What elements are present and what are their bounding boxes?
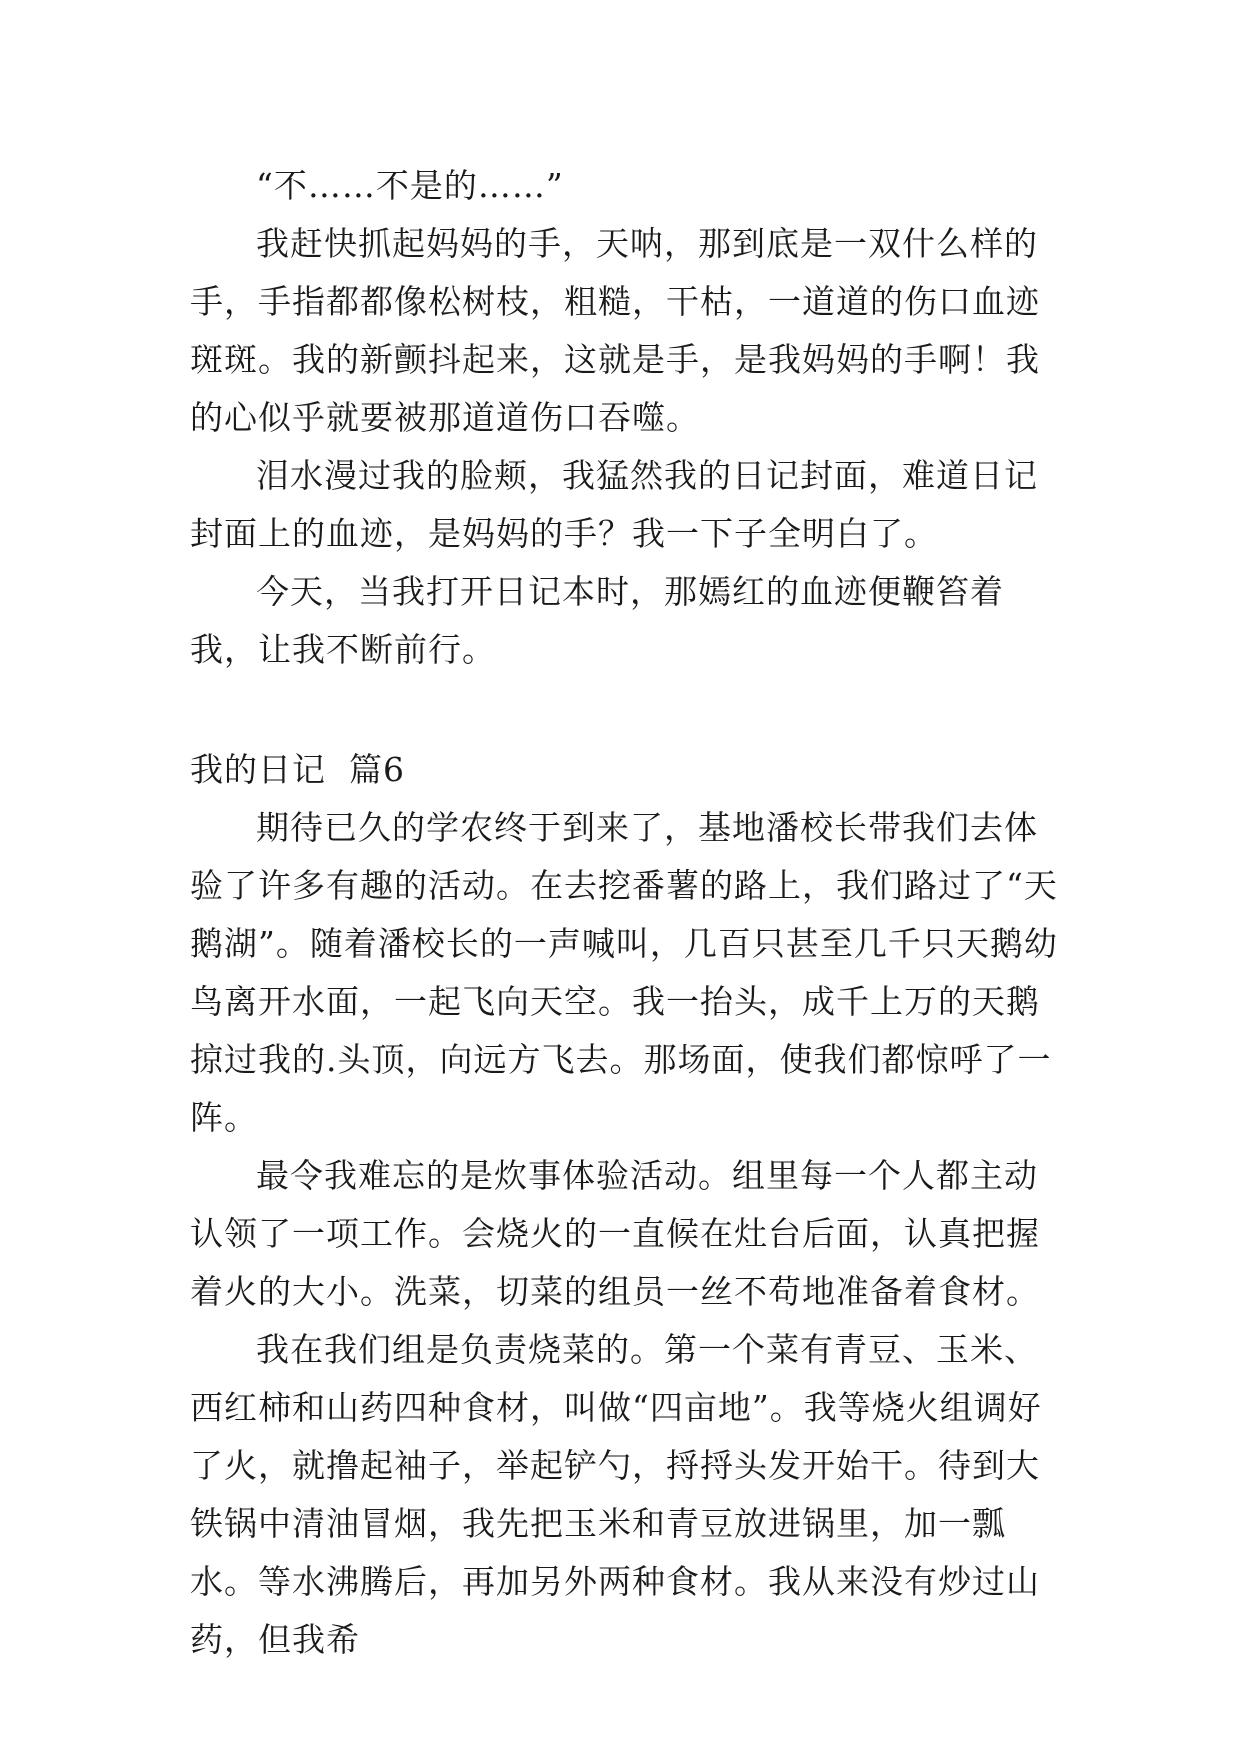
paragraph-tears: 泪水漫过我的脸颊，我猛然我的日记封面，难道日记封面上的血迹，是妈妈的手？我一下子全明白了。 (190, 456, 1038, 553)
paragraph-swan-lake: 期待已久的学农终于到来了，基地潘校长带我们去体验了许多有趣的活动。在去挖番薯的路上，我们路过了“天鹅湖”。随着潘校长的一声喊叫，几百只甚至几千只天鹅幼鸟离开水面，一起飞向天空。我一抬头，成千上万的天鹅掠过我的.头顶，向远方飞去。那场面，使我们都惊呼了一阵。 (190, 808, 1058, 1137)
section-heading: 我的日记 篇6 (190, 750, 405, 789)
paragraph-dialogue: “不……不是的……” (256, 166, 564, 205)
paragraph-cooking-activity: 最令我难忘的是炊事体验活动。组里每一个人都主动认领了一项工作。会烧火的一直候在灶台后面，认真把握着火的大小。洗菜，切菜的组员一丝不苟地准备着食材。 (190, 1156, 1040, 1311)
paragraph-cooking-dish: 我在我们组是负责烧菜的。第一个菜有青豆、玉米、西红柿和山药四种食材，叫做“四亩地”。我等烧火组调好了火，就撸起袖子，举起铲勺，捋捋头发开始干。待到大铁锅中清油冒烟，我先把玉米和青豆放进锅里，加一瓢水。等水沸腾后，再加另外两种食材。我从来没有炒过山药，但我希 (190, 1330, 1042, 1659)
paragraph-today: 今天，当我打开日记本时，那嫣红的血迹便鞭笞着我，让我不断前行。 (190, 572, 1004, 669)
text-section-b (190, 741, 1070, 1669)
text-section-a (190, 157, 1070, 679)
paragraph-mother-hands: 我赶快抓起妈妈的手，天呐，那到底是一双什么样的手，手指都都像松树枝，粗糙，干枯，一道道的伤口血迹斑斑。我的新颤抖起来，这就是手，是我妈妈的手啊！我的心似乎就要被那道道伤口吞噬。 (190, 224, 1040, 437)
